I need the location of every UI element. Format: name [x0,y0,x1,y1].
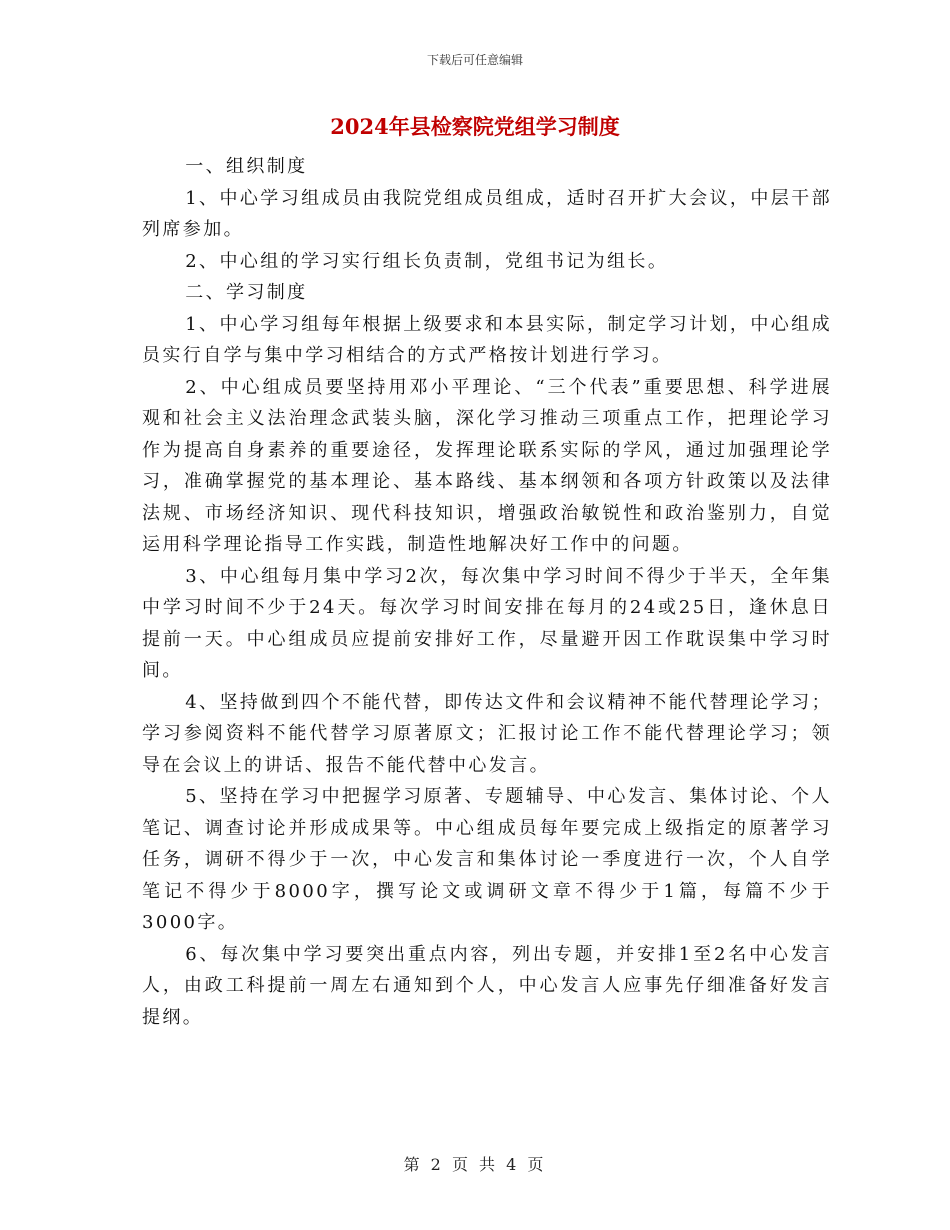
document-body [142,151,832,1033]
paragraph: 5、坚持在学习中把握学习原著、专题辅导、中心发言、集体讨论、个人笔记、调查讨论并形成成果等。中心组成员每年要完成上级指定的原著学习任务，调研不得少于一次，中心发言和集体讨论一季度进行一次，个人自学笔记不得少于8000字，撰写论文或调研文章不得少于1篇，每篇不少于3000字。 [142,786,832,933]
section-heading-organization: 一、组织制度 [185,156,308,177]
header-note: 下载后可任意编辑 [426,53,523,67]
page-number: 第 2 页 共 4 页 [403,1155,547,1174]
document-title: 2024年县检察院党组学习制度 [330,114,620,139]
paragraph: 1、中心学习组成员由我院党组成员组成，适时召开扩大会议，中层干部列席参加。 [142,187,832,240]
paragraph: 2、中心组的学习实行组长负责制，党组书记为组长。 [185,250,669,272]
paragraph: 2、中心组成员要坚持用邓小平理论、“三个代表”重要思想、科学进展观和社会主义法治理念武装头脑，深化学习推动三项重点工作，把理论学习作为提高自身素养的重要途径，发挥理论联系实际的学风，通过加强理论学习，准确掌握党的基本理论、基本路线、基本纲领和各项方针政策以及法律法规、市场经济知识、现代科技知识，增强政治敏锐性和政治鉴别力，自觉运用科学理论指导工作实践，制造性地解决好工作中的问题。 [142,376,832,555]
paragraph: 1、中心学习组每年根据上级要求和本县实际，制定学习计划，中心组成员实行自学与集中学习相结合的方式严格按计划进行学习。 [142,313,832,366]
section-heading-study: 二、学习制度 [185,282,308,303]
paragraph: 6、每次集中学习要突出重点内容，列出专题，并安排1至2名中心发言人，由政工科提前一周左右通知到个人，中心发言人应事先仔细准备好发言提纲。 [142,943,832,1028]
paragraph: 4、坚持做到四个不能代替，即传达文件和会议精神不能代替理论学习；学习参阅资料不能代替学习原著原文；汇报讨论工作不能代替理论学习；领导在会议上的讲话、报告不能代替中心发言。 [142,691,832,776]
paragraph: 3、中心组每月集中学习2次，每次集中学习时间不得少于半天，全年集中学习时间不少于24天。每次学习时间安排在每月的24或25日，逢休息日提前一天。中心组成员应提前安排好工作，尽量避开因工作耽误集中学习时间。 [142,565,832,681]
